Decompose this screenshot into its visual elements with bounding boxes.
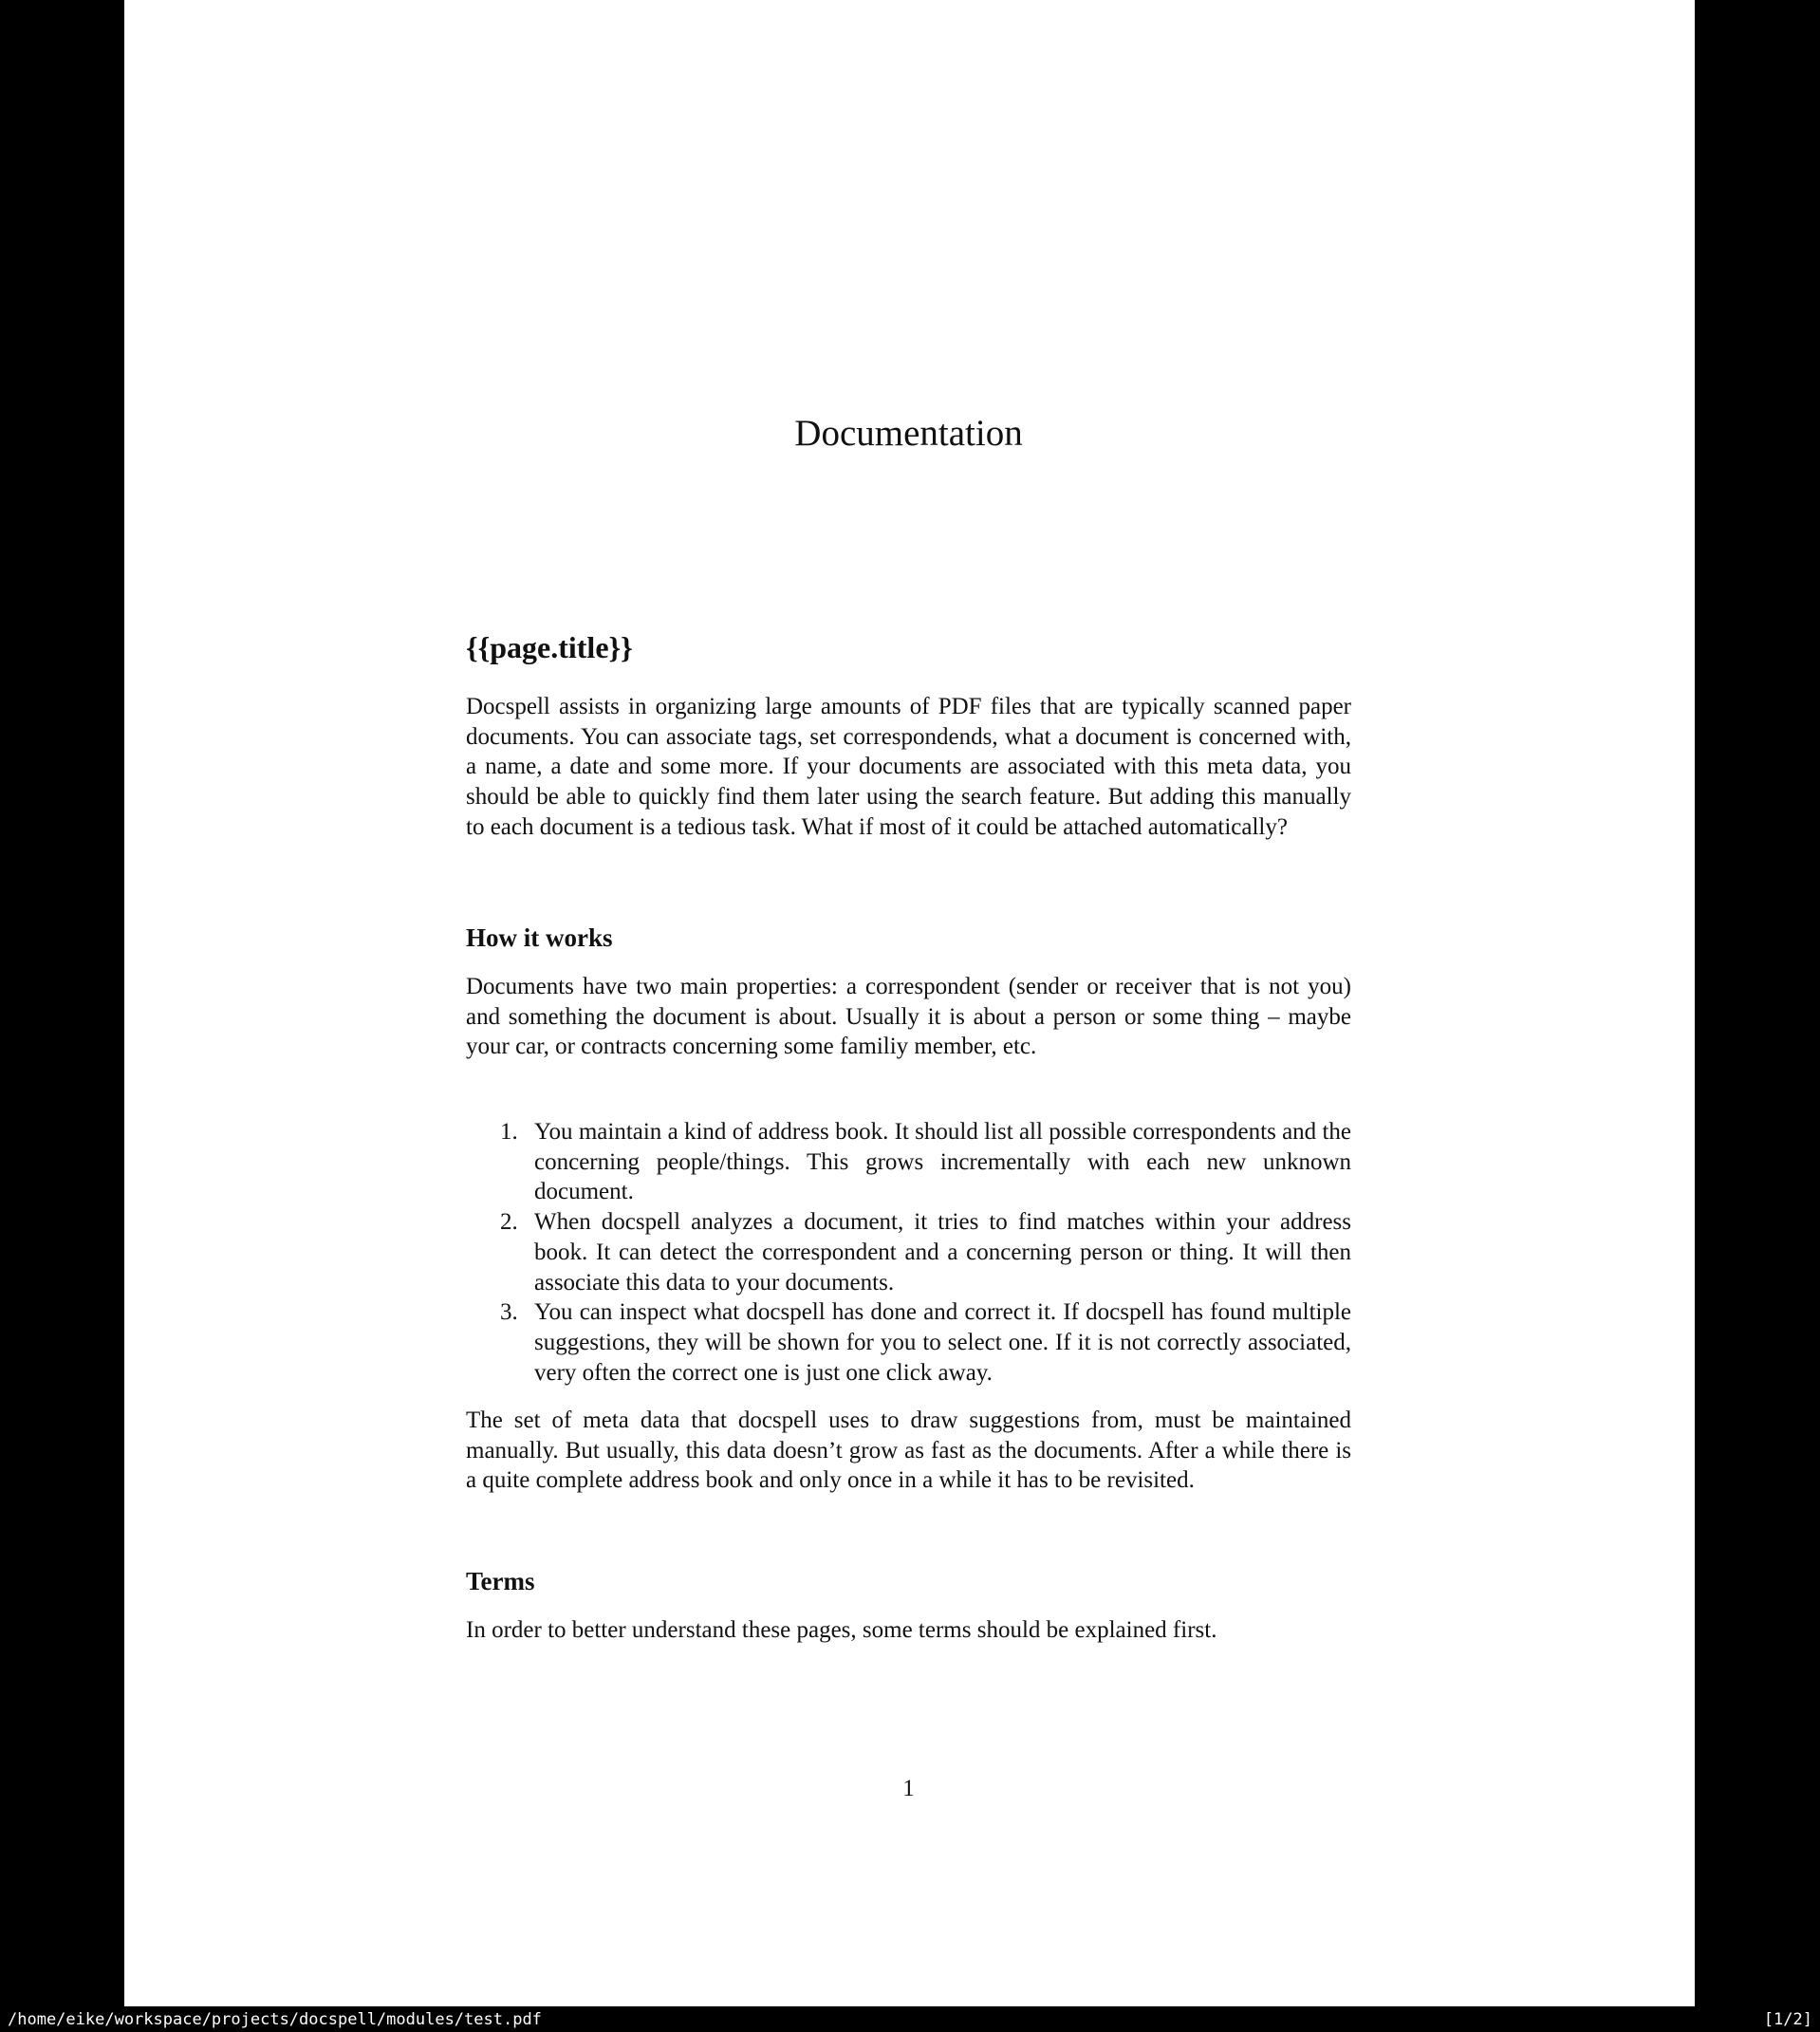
statusbar [0,2006,1820,2032]
page-content [466,0,1351,2032]
intro-paragraph: Docspell assists in organizing large amounts of PDF files that are typically scanned paper documents. You can associate tags, set correspondends, what a document is concerned with, a name, a date and some more. If your documents are associated with this meta data, you should be able to quickly find them later using the search feature. But adding this manually to each document is a tedious task. What if most of it could be attached automatically? [466,694,1351,840]
how-it-works-paragraph: Documents have two main properties: a correspondent (sender or receiver that is not you) and something the document is about. Usually it is about a person or some thing – maybe your car, or contracts concerning some familiy member, etc. [466,974,1351,1060]
list-item: You maintain a kind of address book. It should list all possible correspondents and the concerning people/things. This grows incrementally with each new unknown document. [534,1119,1351,1205]
document-page [124,0,1695,2032]
page-number: 1 [902,1776,915,1801]
terms-paragraph: In order to better understand these pages, some terms should be explained first. [466,1617,1217,1643]
subsection-heading-terms: Terms [466,1567,535,1595]
document-title: Documentation [794,413,1023,454]
meta-data-paragraph: The set of meta data that docspell uses to draw suggestions from, must be maintained manually. But usually, this data doesn’t grow as fast as the documents. After a while there is a quite complete address book and only once in a while it has to be revisited. [466,1407,1351,1494]
list-item: You can inspect what docspell has done and correct it. If docspell has found multiple suggestions, they will be shown for you to select one. If it is not correctly associated, very often the correct one is just one click away. [534,1299,1351,1386]
list-item: When docspell analyzes a document, it tries to find matches within your address book. It can detect the correspondent and a concerning person or thing. It will then associate this data to your documents. [534,1209,1351,1296]
section-heading-page-title: {{page.title}} [466,630,633,664]
subsection-heading-how-it-works: How it works [466,923,613,952]
statusbar-file-path: /home/eike/workspace/projects/docspell/modules/test.pdf [8,2009,542,2029]
statusbar-page-indicator: [1/2] [1763,2009,1812,2029]
numbered-list [466,1117,1351,1388]
